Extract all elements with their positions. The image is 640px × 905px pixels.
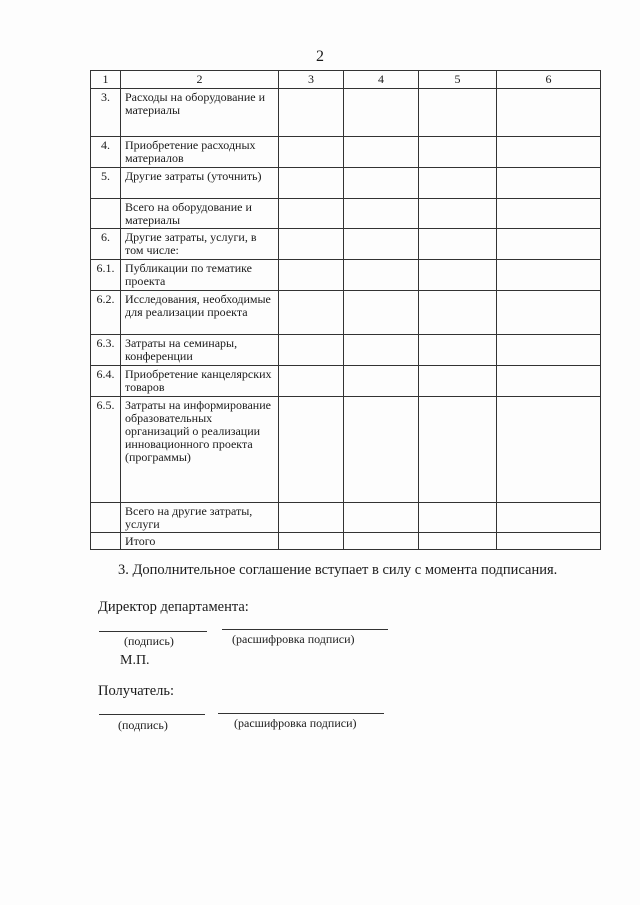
director-label: Директор департамента:	[98, 599, 249, 615]
table-header-row	[91, 71, 601, 89]
table-row	[91, 137, 601, 168]
table-cell	[279, 229, 344, 260]
column-header: 5	[419, 71, 497, 89]
director-signature-caption: (подпись)	[124, 634, 174, 648]
recipient-decode-line	[218, 713, 384, 714]
table-cell	[419, 260, 497, 291]
table-cell	[344, 168, 419, 199]
row-label: Всего на оборудование и материалы	[121, 199, 279, 229]
table-cell	[279, 168, 344, 199]
table-cell	[279, 397, 344, 503]
table-cell	[279, 366, 344, 397]
table-cell	[497, 199, 601, 229]
row-number	[91, 199, 121, 229]
table-cell	[497, 335, 601, 366]
column-header: 3	[279, 71, 344, 89]
stamp-mark: М.П.	[120, 653, 150, 668]
row-label: Другие затраты (уточнить)	[121, 168, 279, 199]
table-cell	[497, 260, 601, 291]
table-row	[91, 397, 601, 503]
table-cell	[279, 199, 344, 229]
row-number: 6.5.	[91, 397, 121, 503]
row-number: 6.4.	[91, 366, 121, 397]
row-number: 5.	[91, 168, 121, 199]
table-cell	[419, 397, 497, 503]
table-row	[91, 199, 601, 229]
table-cell	[279, 503, 344, 533]
table-cell	[344, 533, 419, 550]
table-cell	[497, 291, 601, 335]
table-row	[91, 335, 601, 366]
row-number: 4.	[91, 137, 121, 168]
row-label: Всего на другие затраты, услуги	[121, 503, 279, 533]
table-cell	[344, 335, 419, 366]
table-cell	[497, 366, 601, 397]
table-row	[91, 260, 601, 291]
table-row	[91, 503, 601, 533]
column-header: 6	[497, 71, 601, 89]
table-cell	[497, 503, 601, 533]
table-row	[91, 89, 601, 137]
row-number: 3.	[91, 89, 121, 137]
row-number	[91, 503, 121, 533]
table-cell	[344, 89, 419, 137]
table-cell	[344, 229, 419, 260]
recipient-label: Получатель:	[98, 683, 175, 699]
page-number: 2	[316, 48, 324, 65]
clause-3-text: 3. Дополнительное соглашение вступает в силу с момента подписания.	[118, 562, 558, 578]
table-cell	[279, 335, 344, 366]
table-row	[91, 168, 601, 199]
table-cell	[419, 533, 497, 550]
table-cell	[419, 199, 497, 229]
column-header: 1	[91, 71, 121, 89]
row-number: 6.3.	[91, 335, 121, 366]
row-label: Публикации по тематике проекта	[121, 260, 279, 291]
table-row	[91, 366, 601, 397]
table-cell	[279, 89, 344, 137]
row-label: Затраты на семинары, конференции	[121, 335, 279, 366]
table-cell	[419, 168, 497, 199]
table-cell	[419, 503, 497, 533]
table-cell	[497, 229, 601, 260]
table-cell	[279, 260, 344, 291]
recipient-signature-line	[99, 714, 205, 715]
table-row	[91, 533, 601, 550]
row-label: Исследования, необходимые для реализации проекта	[121, 291, 279, 335]
table-cell	[419, 89, 497, 137]
table-cell	[497, 533, 601, 550]
table-row	[91, 229, 601, 260]
table-cell	[344, 137, 419, 168]
director-decode-caption: (расшифровка подписи)	[232, 632, 355, 646]
row-label: Приобретение расходных материалов	[121, 137, 279, 168]
table-cell	[344, 199, 419, 229]
table-cell	[497, 397, 601, 503]
recipient-signature-caption: (подпись)	[118, 718, 168, 732]
expense-table-container	[90, 70, 600, 550]
table-cell	[344, 291, 419, 335]
column-header: 2	[121, 71, 279, 89]
row-number: 6.2.	[91, 291, 121, 335]
table-cell	[497, 137, 601, 168]
row-number	[91, 533, 121, 550]
column-header: 4	[344, 71, 419, 89]
table-cell	[279, 137, 344, 168]
table-cell	[279, 291, 344, 335]
table-cell	[497, 89, 601, 137]
director-decode-line	[222, 629, 388, 630]
expense-table	[90, 70, 601, 550]
table-cell	[419, 291, 497, 335]
table-cell	[344, 366, 419, 397]
row-number: 6.1.	[91, 260, 121, 291]
recipient-decode-caption: (расшифровка подписи)	[234, 716, 357, 730]
table-cell	[419, 229, 497, 260]
row-label: Другие затраты, услуги, в том числе:	[121, 229, 279, 260]
row-label: Итого	[121, 533, 279, 550]
table-cell	[344, 397, 419, 503]
row-label: Приобретение канцелярских товаров	[121, 366, 279, 397]
row-label: Затраты на информирование образовательных организаций о реализации инновационного проекта (программы)	[121, 397, 279, 503]
row-number: 6.	[91, 229, 121, 260]
table-cell	[419, 335, 497, 366]
director-signature-line	[99, 631, 207, 632]
table-cell	[419, 137, 497, 168]
row-label: Расходы на оборудование и материалы	[121, 89, 279, 137]
table-cell	[419, 366, 497, 397]
table-cell	[344, 503, 419, 533]
table-cell	[497, 168, 601, 199]
table-row	[91, 291, 601, 335]
table-cell	[279, 533, 344, 550]
table-cell	[344, 260, 419, 291]
